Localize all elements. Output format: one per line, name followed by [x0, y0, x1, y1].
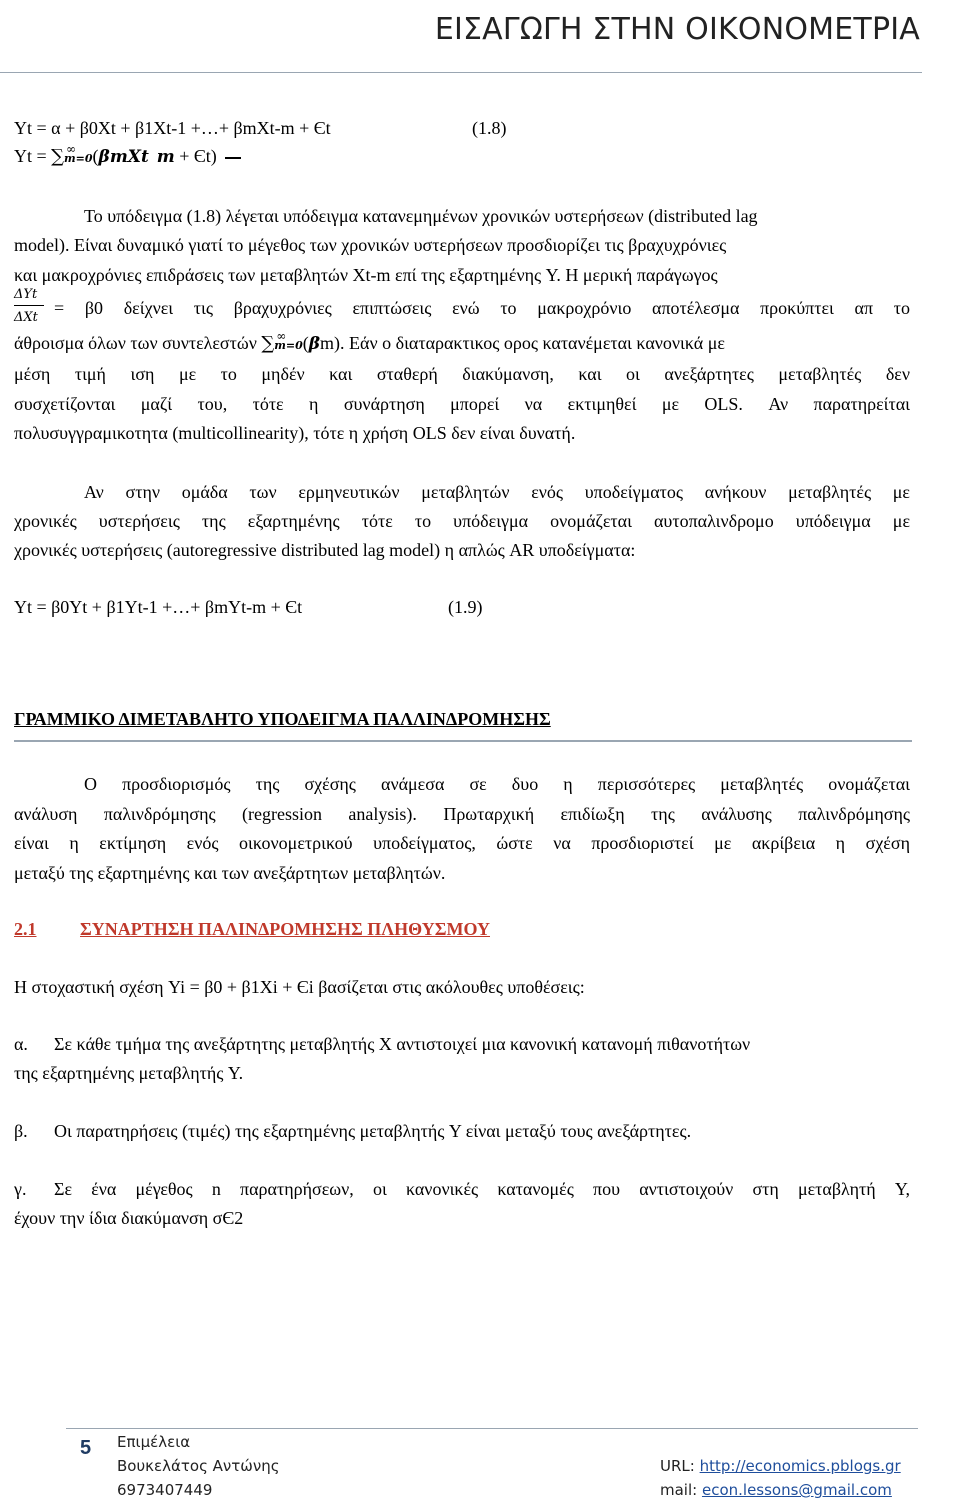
footer-url-line — [660, 1457, 901, 1475]
footer-mail-label: mail: — [660, 1481, 702, 1499]
para2-line1: Αν στην ομάδα των ερμηνευτικών μεταβλητών ενός υποδείγματος ανήκουν μεταβλητές με — [84, 482, 910, 502]
equation-1-8-line1: Yt = α + β0Xt + β1Xt-1 +…+ βmXt-m + Єt — [14, 118, 331, 138]
para1-line6: μέση τιμή ιση με το μηδέν και σταθερή διακύμανση, και οι ανεξάρτητες μεταβλητές δεν — [14, 364, 910, 384]
assumption-c-marker: γ. — [14, 1179, 27, 1199]
para1-line3: και μακροχρόνιες επιδράσεις των μεταβλητών Xt-m επί της εξαρτημένης Y. Η μερική παράγωγος — [14, 265, 718, 285]
fraction-bar — [14, 305, 44, 306]
assumption-b-line1: Οι παρατηρήσεις (τιμές) της εξαρτημένης μεταβλητής Y είναι μεταξύ τους ανεξάρτητες. — [54, 1121, 692, 1141]
fraction-denominator: ΔXt — [14, 310, 38, 325]
subsection-title: ΣΥΝΑΡΤΗΣΗ ΠΑΛΙΝΔΡΟΜΗΣΗΣ ΠΛΗΘΥΣΜΟΥ — [80, 919, 490, 939]
sum-upper-limit: ∞ — [66, 142, 77, 156]
section-divider — [14, 740, 912, 742]
subsection-number: 2.1 — [14, 919, 37, 939]
eq-math-term: βmXt m — [98, 147, 175, 167]
beta-symbol: β — [308, 334, 321, 354]
footer-divider — [66, 1428, 918, 1429]
para3-line4: μεταξύ της εξαρτημένης και των ανεξάρτητων μεταβλητών. — [14, 863, 446, 883]
footer-label: Επιμέλεια — [117, 1433, 191, 1451]
sum-lower-limit: m=0 — [64, 152, 93, 165]
running-header-title: ΕΙΣΑΓΩΓΗ ΣΤΗΝ ΟΙΚΟΝΟΜΕΤΡΙΑ — [434, 12, 920, 47]
sum-limits — [64, 142, 93, 170]
sum-lower-limit-2: m=0 — [274, 339, 303, 352]
para1-line4: = β0 δείχνει τις βραχυχρόνιες επιπτώσεις ενώ το μακροχρόνιο αποτέλεσμα προκύπτει απ το — [54, 298, 910, 318]
equation-1-8-line2 — [14, 142, 217, 170]
assumption-a-marker: α. — [14, 1034, 28, 1054]
sum-symbol-2: ∑ — [261, 333, 275, 354]
fraction-numerator: ΔYt — [14, 287, 38, 302]
eq-suffix: + Єt) — [174, 146, 217, 166]
assumption-c-line1: Σε ένα μέγεθος n παρατηρήσεων, οι κανονικές κατανομές που αντιστοιχούν στη μεταβλητή Y, — [54, 1179, 910, 1199]
paren-2: ( — [302, 333, 309, 353]
assumption-a-line1: Σε κάθε τμήμα της ανεξάρτητης μεταβλητής X αντιστοιχεί μια κανονική κατανομή πιθανοτήτων — [54, 1034, 751, 1054]
sum-symbol: ∑ — [51, 146, 65, 167]
para2-line2: χρονικές υστερήσεις της εξαρτημένης τότε το υπόδειγμα ονομάζεται αυτοπαλινδρομο υπόδειγμα με — [14, 511, 910, 531]
stochastic-relation: Η στοχαστική σχέση Yi = β0 + β1Xi + Єi βασίζεται στις ακόλουθες υποθέσεις: — [14, 977, 585, 997]
equation-1-9: Yt = β0Yt + β1Yt-1 +…+ βmYt-m + Єt — [14, 597, 303, 617]
footer-mail-link[interactable]: econ.lessons@gmail.com — [701, 1481, 892, 1499]
assumption-b-marker: β. — [14, 1121, 28, 1141]
para3-line1: Ο προσδιορισμός της σχέσης ανάμεσα σε δυο η περισσότερες μεταβλητές ονομάζεται — [84, 774, 910, 794]
para1-line5-rest: m). Εάν ο διαταρακτικος ορος κατανέμεται κανονικά με — [320, 333, 725, 353]
footer-url-link[interactable]: http://economics.pblogs.gr — [699, 1457, 901, 1475]
para1-line1: Το υπόδειγμα (1.8) λέγεται υπόδειγμα κατανεμημένων χρονικών υστερήσεων (distributed lag — [84, 206, 758, 226]
para1-line2: model). Είναι δυναμικό γιατί το μέγεθος των χρονικών υστερήσεων προσδιορίζει τις βραχυχρόνιες — [14, 235, 727, 255]
assumption-c-line2: έχουν την ίδια διακύμανση σЄ2 — [14, 1208, 244, 1228]
sum-limits-2 — [274, 329, 303, 357]
eq-prefix: Yt = — [14, 146, 52, 166]
footer-author: Βουκελάτος Αντώνης — [117, 1457, 280, 1475]
section-heading: ΓΡΑΜΜΙΚΟ ΔΙΜΕΤΑΒΛΗΤΟ ΥΠΟΔΕΙΓΜΑ ΠΑΛΛΙΝΔΡΟΜΗΣΗΣ — [14, 709, 551, 729]
eq-open-paren: ( — [92, 146, 99, 166]
footer-url-label: URL: — [660, 1457, 700, 1475]
minus-sign — [225, 157, 241, 159]
equation-1-8-number: (1.8) — [472, 118, 507, 138]
equation-1-9-number: (1.9) — [448, 597, 483, 617]
para1-line7: συσχετίζονται μαζί του, τότε η συνάρτηση μπορεί να εκτιμηθεί με OLS. Αν παρατηρείται — [14, 394, 910, 414]
para3-line3: είναι η εκτίμηση ενός οικονομετρικού υποδείγματος, ώστε να προσδιοριστεί με ακρίβεια η σχέση — [14, 833, 910, 853]
footer-phone: 6973407449 — [117, 1481, 213, 1499]
para1-line5-text: άθροισμα όλων των συντελεστών — [14, 333, 262, 353]
sum-upper-limit-2: ∞ — [276, 329, 287, 343]
footer-mail-line — [660, 1481, 892, 1499]
page-number: 5 — [80, 1437, 92, 1459]
para2-line3: χρονικές υστερήσεις (autoregressive distributed lag model) η απλώς AR υποδείγματα: — [14, 540, 636, 560]
para3-line2: ανάλυση παλινδρόμησης (regression analysis). Πρωταρχική επιδίωξη της ανάλυσης παλινδρόμησης — [14, 804, 910, 824]
para1-line5 — [14, 329, 725, 357]
header-divider — [0, 72, 922, 73]
para1-line8: πολυσυγγραμικοτητα (multicollinearity), τότε η χρήση OLS δεν είναι δυνατή. — [14, 423, 576, 443]
assumption-a-line2: της εξαρτημένης μεταβλητής Y. — [14, 1063, 244, 1083]
